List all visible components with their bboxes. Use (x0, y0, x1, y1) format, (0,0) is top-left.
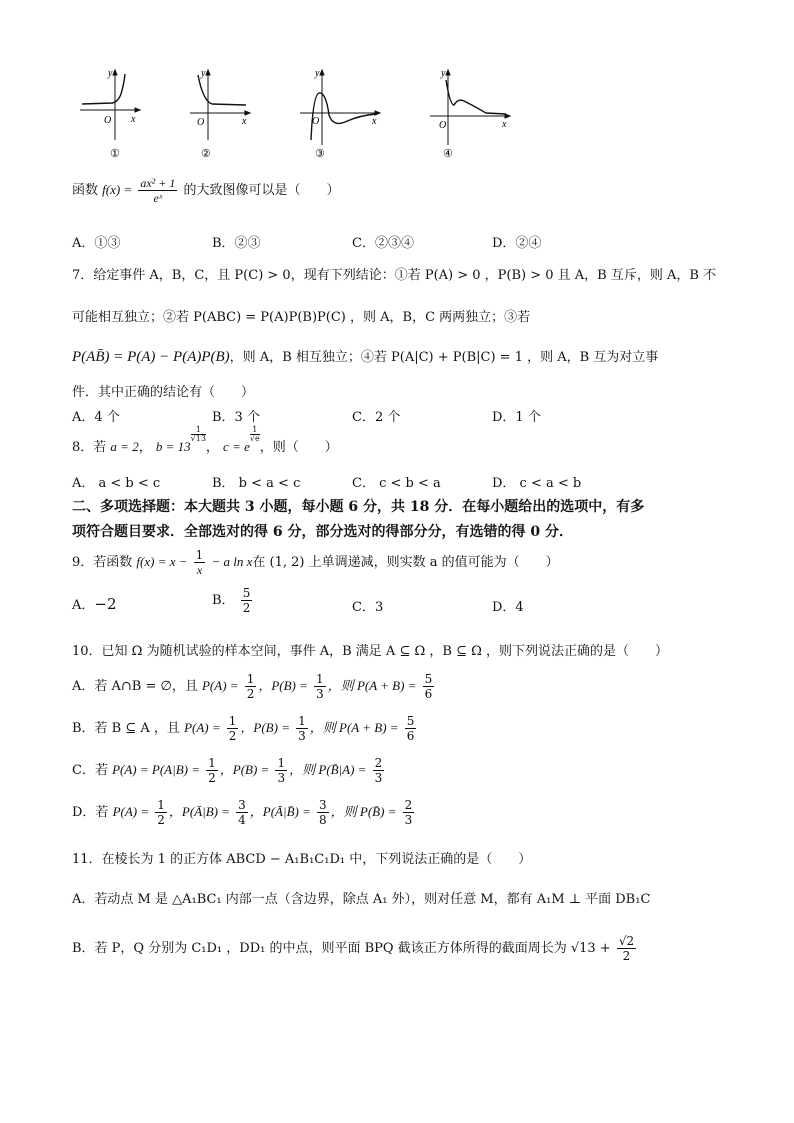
q11-stem: 11．在棱长为 1 的正方体 ABCD − A₁B₁C₁D₁ 中，下列说法正确的是（ ） (72, 852, 532, 867)
q10-d-p2: ，P(Ā|B) = (168, 804, 230, 819)
q8-b-exponent (191, 426, 206, 443)
q10-option-a[interactable] (72, 672, 436, 701)
q8-a: a = 2 (110, 439, 139, 454)
q8-b-exp-num: 1 (191, 426, 206, 435)
function-graphs (0, 0, 794, 165)
q8-suffix: ，则（ ） (259, 440, 338, 455)
q7-option-d[interactable]: D．1 个 (492, 410, 541, 425)
q6-fx: f(x) = (102, 182, 133, 197)
q10-stem: 10．已知 Ω 为随机试验的样本空间，事件 A，B 满足 A ⊆ Ω ，B ⊆ Ω ，则下列说法正确的是（ ） (72, 644, 669, 659)
graph-3-origin-label: O (312, 116, 320, 127)
q10-c-n3: 2 (374, 756, 383, 770)
q10-c-p1: P(A) = P(A|B) = (112, 762, 200, 777)
q10-c-lead: C．若 (72, 763, 108, 778)
q10-d-d3: 8 (319, 813, 327, 827)
q8-option-b[interactable]: B． b < a < c (212, 476, 301, 491)
q6-fraction (138, 176, 177, 205)
graph-3-x-label: x (372, 116, 377, 127)
graph-4-caption: ④ (443, 148, 453, 160)
q8-b-base: b = 13 (155, 439, 191, 454)
q10-b-frac-2 (296, 714, 308, 743)
q10-option-d[interactable] (72, 798, 416, 827)
q9-option-d[interactable]: D．4 (492, 600, 524, 615)
q11-b-fraction (617, 934, 636, 963)
q10-b-n2: 1 (298, 714, 306, 728)
graph-3 (300, 70, 380, 145)
q10-d-n2: 3 (238, 798, 246, 812)
q10-d-d1: 2 (157, 813, 165, 827)
q11-b-num: √2 (618, 934, 635, 948)
q10-a-n3: 5 (424, 672, 433, 686)
section-2-heading-line-1: 二、多项选择题：本大题共 3 小题，每小题 6 分，共 18 分．在每小题给出的选项中，有多 (72, 499, 645, 515)
q11-b-value: √13 + (570, 941, 611, 956)
graph-1-origin-label: O (104, 115, 112, 126)
q10-c-frac-3 (373, 756, 385, 785)
q10-c-d2: 3 (277, 771, 286, 785)
q10-a-d1: 2 (246, 687, 255, 701)
q10-b-d2: 3 (298, 729, 306, 743)
graph-2-y-label: y (201, 68, 206, 79)
q10-b-frac-1 (227, 714, 239, 743)
graph-2-origin-label: O (197, 117, 205, 128)
q10-d-p3: ，P(Ā|B̄) = (249, 804, 311, 819)
q10-c-frac-1 (206, 756, 218, 785)
q10-b-p1: P(A) = (184, 720, 221, 735)
section-2-heading-line-2: 项符合题目要求．全部选对的得 6 分，部分选对的得部分分，有选错的得 0 分． (72, 524, 573, 540)
q10-c-p3: ，则 P(B̄|A) = (289, 762, 367, 777)
q8-prefix: 8．若 (72, 440, 107, 455)
q10-option-b[interactable] (72, 714, 418, 743)
q10-a-frac-3 (423, 672, 435, 701)
q6-option-a[interactable]: A．①③ (72, 236, 121, 251)
graph-4-y-label: y (441, 68, 446, 79)
q10-b-frac-3 (405, 714, 417, 743)
q10-a-p1: P(A) = (201, 678, 239, 693)
q8-option-a[interactable]: A． a < b < c (72, 476, 161, 491)
q8-c-exp-den: √e (249, 434, 260, 443)
q10-a-lead: A．若 A∩B = ∅，且 (72, 679, 198, 694)
q10-d-frac-4 (403, 798, 415, 827)
q10-a-p2: ，P(B) = (258, 678, 308, 693)
q10-a-d3: 6 (424, 687, 433, 701)
q9-option-a[interactable] (72, 594, 117, 613)
q10-d-frac-2 (236, 798, 248, 827)
graph-4 (430, 70, 510, 145)
q6-prefix: 函数 (72, 183, 99, 198)
q8-option-d[interactable]: D． c < a < b (492, 476, 582, 491)
q10-b-d3: 6 (406, 729, 415, 743)
q11-option-b[interactable] (72, 934, 638, 963)
graph-2-caption: ② (201, 148, 211, 160)
q10-d-frac-1 (155, 798, 167, 827)
q6-stem (72, 176, 340, 205)
graph-3-y-label: y (315, 68, 320, 79)
q10-b-d1: 2 (228, 729, 237, 743)
q8-option-c[interactable]: C． c < b < a (352, 476, 441, 491)
q6-option-b[interactable]: B．②③ (212, 236, 261, 251)
graph-1-x-label: x (131, 114, 136, 125)
q7-option-b[interactable]: B．3 个 (212, 410, 260, 425)
q7-line-2: 可能相互独立；②若 P(ABC) = P(A)P(B)P(C) ，则 A，B，C 两两独立；③若 (72, 310, 531, 325)
q7-option-c[interactable]: C．2 个 (352, 410, 401, 425)
q10-d-n3: 3 (319, 798, 327, 812)
q10-b-p3: ，则 P(A + B) = (309, 720, 399, 735)
q9-fx-a: f(x) = x − (136, 554, 188, 569)
q6-suffix: 的大致图像可以是（ ） (183, 183, 340, 198)
q10-c-d1: 2 (208, 771, 216, 785)
q10-option-c[interactable] (72, 756, 386, 785)
q10-b-p2: ，P(B) = (240, 720, 290, 735)
q10-d-p4: ，则 P(B̄) = (330, 804, 397, 819)
graph-2 (190, 70, 250, 140)
q10-d-d2: 4 (238, 813, 246, 827)
q10-a-n2: 1 (316, 672, 324, 686)
q10-b-n1: 1 (228, 714, 237, 728)
q9-option-a-label: A． (72, 598, 95, 613)
q9-stem (72, 548, 559, 577)
q8-c-base: c = e (223, 439, 250, 454)
q9-prefix: 9．若函数 (72, 555, 133, 570)
q9-option-b-label: B． (212, 593, 235, 608)
q10-d-d4: 3 (404, 813, 413, 827)
q10-d-n4: 2 (404, 798, 413, 812)
q8-c-exponent (250, 426, 260, 443)
q10-a-n1: 1 (246, 672, 255, 686)
q7-line-3 (72, 346, 658, 366)
q10-c-d3: 3 (374, 771, 383, 785)
q9-suffix: 在 (1, 2) 上单调递减，则实数 a 的值可能为（ ） (252, 555, 559, 570)
q10-d-frac-3 (317, 798, 329, 827)
q10-c-frac-2 (275, 756, 287, 785)
q11-b-text: B．若 P，Q 分别为 C₁D₁ ，DD₁ 的中点，则平面 BPQ 截该正方体所得的截面周长为 (72, 941, 567, 956)
q7-line-1: 7．给定事件 A，B，C，且 P(C) > 0，现有下列结论：①若 P(A) > 0 ，P(B) > 0 且 A，B 互斥，则 A，B 不 (72, 268, 717, 283)
q6-option-c[interactable]: C．②③④ (352, 236, 414, 251)
q8-c-exp-num: 1 (250, 426, 260, 435)
q7-option-a[interactable]: A．4 个 (72, 410, 120, 425)
q9-fx-b: − a ln x (211, 554, 253, 569)
q10-d-lead: D．若 (72, 805, 109, 820)
q7-line-4: 件．其中正确的结论有（ ） (72, 385, 255, 400)
q10-c-n1: 1 (208, 756, 216, 770)
q9-option-b-den: 2 (242, 601, 251, 615)
q11-option-a[interactable]: A．若动点 M 是 △A₁BC₁ 内部一点（含边界，除点 A₁ 外），则对任意 M，都有 A₁M ⊥ 平面 DB₁C (72, 892, 651, 907)
q10-b-n3: 5 (406, 714, 415, 728)
q8-stem: 8．若 a = 2， b = 13 $\frac{1}{√13}$ ， c = e $\frac{1}{√e}$ ，则（ ） (72, 425, 338, 455)
q9-option-b-fraction (241, 586, 253, 615)
graph-1 (80, 70, 140, 140)
graph-3-caption: ③ (315, 148, 325, 160)
graph-1-y-label: y (108, 68, 113, 79)
q10-d-n1: 1 (157, 798, 165, 812)
graph-2-x-label: x (242, 116, 247, 127)
q10-a-frac-1 (245, 672, 257, 701)
q10-a-p3: ，则 P(A + B) = (327, 678, 417, 693)
q11-b-den: 2 (622, 949, 631, 963)
q10-a-frac-2 (314, 672, 326, 701)
q9-option-a-value: −2 (94, 595, 117, 613)
graph-1-caption: ① (110, 148, 120, 160)
q10-d-p1: P(A) = (112, 804, 150, 819)
q7-formula: P(AB̄) = P(A) − P(A)P(B) (72, 349, 230, 365)
graph-4-origin-label: O (439, 120, 447, 131)
q10-a-d2: 3 (316, 687, 324, 701)
q7-line-3-text: ，则 A，B 相互独立；④若 P(A|C) + P(B|C) = 1 ，则 A，B 互为对立事 (229, 350, 659, 365)
q6-option-d[interactable]: D．②④ (492, 236, 542, 251)
q9-fraction (194, 548, 206, 577)
q9-option-c[interactable]: C．3 (352, 600, 384, 615)
q6-frac-den: eˣ (153, 191, 163, 205)
q10-c-n2: 1 (277, 756, 286, 770)
q9-frac-num: 1 (195, 548, 204, 562)
q10-c-p2: ，P(B) = (219, 762, 270, 777)
graph-4-x-label: x (502, 119, 507, 130)
q6-frac-num: ax² + 1 (140, 176, 176, 190)
q9-option-b-num: 5 (242, 586, 251, 600)
q9-option-b[interactable] (212, 586, 254, 615)
q9-frac-den: x (196, 563, 203, 577)
q8-b-exp-den: √13 (190, 434, 206, 443)
q10-b-lead: B．若 B ⊆ A ，且 (72, 721, 180, 736)
